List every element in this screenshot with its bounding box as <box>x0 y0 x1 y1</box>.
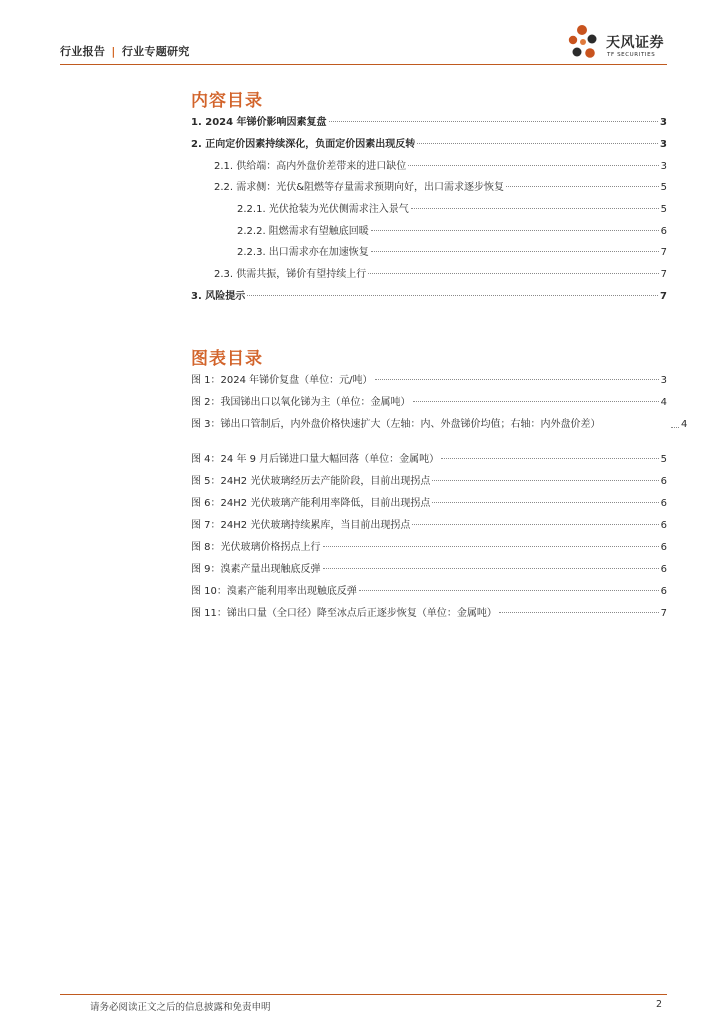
footer-divider <box>60 994 667 995</box>
leader-dots <box>359 590 659 591</box>
figure-item-page: 3 <box>660 375 667 386</box>
figure-item-text: 图 9：溴素产量出现触底反弹 <box>191 564 321 575</box>
toc-item-page: 7 <box>660 269 667 280</box>
toc-item[interactable] <box>214 181 667 194</box>
page-number: 2 <box>656 999 663 1010</box>
toc-item-page: 3 <box>660 117 667 128</box>
tf-securities-logo-icon <box>568 24 604 64</box>
figure-item[interactable] <box>191 418 688 431</box>
toc-item-page: 7 <box>660 291 667 302</box>
report-category: 行业报告 <box>60 45 106 58</box>
toc-item-page: 5 <box>660 204 667 215</box>
toc-item-text: 2.2. 需求侧：光伏&阻燃等存量需求预期向好，出口需求逐步恢复 <box>214 182 505 193</box>
figure-item-page: 6 <box>660 476 667 487</box>
leader-dots <box>247 295 658 296</box>
toc-item[interactable] <box>191 138 667 151</box>
figure-item-text: 图 10：溴素产能利用率出现触底反弹 <box>191 586 357 597</box>
toc-item-page: 6 <box>660 226 667 237</box>
toc-item-page: 5 <box>660 182 667 193</box>
leader-dots <box>506 186 659 187</box>
logo-name-en: TF SECURITIES <box>607 52 656 58</box>
header-separator: | <box>111 45 116 58</box>
company-logo <box>568 24 678 64</box>
leader-dots <box>671 427 679 428</box>
toc-item-text: 2.2.1. 光伏抢装为光伏侧需求注入景气 <box>237 204 409 215</box>
toc-item-text: 2.3. 供需共振，锑价有望持续上行 <box>214 269 367 280</box>
figure-item-text: 图 3：锑出口管制后，内外盘价格快速扩大（左轴：内、外盘锑价均值；右轴：内外盘价差） <box>191 419 601 430</box>
toc-item[interactable] <box>191 290 667 303</box>
leader-dots <box>371 251 659 252</box>
figure-item[interactable] <box>191 374 667 387</box>
toc-item-text: 3. 风险提示 <box>191 291 246 302</box>
toc-item-text: 1. 2024 年锑价影响因素复盘 <box>191 117 327 128</box>
figure-item[interactable] <box>191 396 667 409</box>
footer-disclaimer: 请务必阅读正文之后的信息披露和免责申明 <box>90 1002 271 1013</box>
leader-dots <box>432 502 658 503</box>
toc-title: 内容目录 <box>191 91 263 111</box>
toc-item[interactable] <box>237 225 667 238</box>
leader-dots <box>441 458 658 459</box>
leader-dots <box>408 165 658 166</box>
figure-item[interactable] <box>191 541 667 554</box>
report-header <box>60 43 190 59</box>
figures-title: 图表目录 <box>191 349 263 369</box>
leader-dots <box>499 612 659 613</box>
figure-item-page: 6 <box>660 498 667 509</box>
toc-item-text: 2. 正向定价因素持续深化，负面定价因素出现反转 <box>191 139 416 150</box>
figure-item-text: 图 5：24H2 光伏玻璃经历去产能阶段，目前出现拐点 <box>191 476 431 487</box>
figure-item-page: 5 <box>660 454 667 465</box>
toc-item[interactable] <box>214 268 667 281</box>
leader-dots <box>323 568 659 569</box>
figure-item[interactable] <box>191 497 667 510</box>
figure-item-text: 图 11：锑出口量（全口径）降至冰点后正逐步恢复（单位：金属吨） <box>191 608 497 619</box>
toc-item-text: 2.1. 供给端：高内外盘价差带来的进口缺位 <box>214 161 407 172</box>
figure-item[interactable] <box>191 475 667 488</box>
figure-item-page: 4 <box>660 397 667 408</box>
figure-item-text: 图 8：光伏玻璃价格拐点上行 <box>191 542 321 553</box>
header-divider <box>60 64 667 65</box>
leader-dots <box>432 480 658 481</box>
leader-dots <box>411 208 659 209</box>
figure-item-text: 图 2：我国锑出口以氧化锑为主（单位：金属吨） <box>191 397 411 408</box>
figure-item-page: 6 <box>660 520 667 531</box>
leader-dots <box>329 121 658 122</box>
toc-item-text: 2.2.3. 出口需求亦在加速恢复 <box>237 247 369 258</box>
toc-item-page: 7 <box>660 247 667 258</box>
figure-item[interactable] <box>191 607 667 620</box>
figure-item-page: 6 <box>660 564 667 575</box>
figure-item-page: 7 <box>660 608 667 619</box>
leader-dots <box>371 230 659 231</box>
toc-item[interactable] <box>237 203 667 216</box>
figure-item-text: 图 6：24H2 光伏玻璃产能利用率降低，目前出现拐点 <box>191 498 431 509</box>
figure-item-text: 图 1：2024 年锑价复盘（单位：元/吨） <box>191 375 373 386</box>
figure-item-page: 6 <box>660 542 667 553</box>
figure-item[interactable] <box>191 563 667 576</box>
figure-item-text: 图 4：24 年 9 月后锑进口量大幅回落（单位：金属吨） <box>191 454 440 465</box>
figure-item[interactable] <box>191 585 667 598</box>
leader-dots <box>375 379 659 380</box>
toc-item-page: 3 <box>660 161 667 172</box>
figure-item-page: 4 <box>681 419 688 430</box>
figure-item[interactable] <box>191 453 667 466</box>
leader-dots <box>412 524 658 525</box>
toc-item[interactable] <box>191 116 667 129</box>
toc-item-page: 3 <box>660 139 667 150</box>
leader-dots <box>323 546 659 547</box>
report-subcategory: 行业专题研究 <box>121 45 190 58</box>
toc-item[interactable] <box>237 246 667 259</box>
leader-dots <box>413 401 659 402</box>
toc-item-text: 2.2.2. 阻燃需求有望触底回暖 <box>237 226 369 237</box>
leader-dots <box>368 273 658 274</box>
figure-item-text: 图 7：24H2 光伏玻璃持续累库，当目前出现拐点 <box>191 520 411 531</box>
figure-item-page: 6 <box>660 586 667 597</box>
toc-item[interactable] <box>214 160 667 173</box>
leader-dots <box>417 143 658 144</box>
figure-item[interactable] <box>191 519 667 532</box>
logo-name-cn: 天风证券 <box>606 35 664 51</box>
